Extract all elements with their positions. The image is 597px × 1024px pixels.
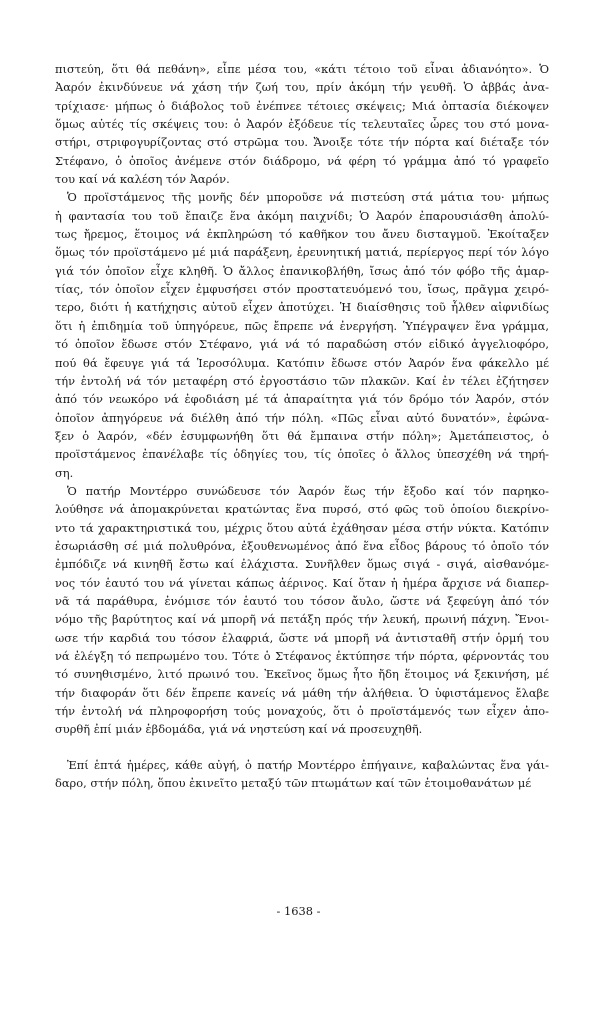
text-line: δαρο, στήν πόλη, ὅπου ἐκινεῖτο μεταξύ τῶν πτωμάτων καί τῶν ἑτοιμοθανάτων μέ bbox=[55, 776, 532, 791]
text-line: νος τόν ἑαυτό του νά γίνεται κάπως ἀέρινος. Καί ὅταν ἡ ἡμέρα ἄρχισε νά διαπερ- bbox=[55, 575, 549, 590]
paragraph bbox=[55, 482, 549, 739]
text-line: τίας, τόν ὁποῖον εἶχεν ἐμφυσήσει στόν προστατευόμενό του, ἴσως, πρᾶγμα χειρό- bbox=[55, 282, 549, 297]
text-line: τό συνηθισμένο, λιτό πρωινό του. Ἐκεῖνος ὅμως ἦτο ἤδη ἕτοιμος νά ξεκινήση, μέ bbox=[55, 667, 549, 682]
text-line: πιστεύη, ὅτι θά πεθάνη», εἶπε μέσα του, «κάτι τέτοιο τοῦ εἶναι ἀδιανόητο». Ὁ bbox=[55, 62, 549, 76]
text-line: ἡ φαντασία του τοῦ ἔπαιζε ἕνα ἀκόμη παιχνίδι; Ὁ Ἀαρόν ἐπαρουσιάσθη ἀπολύ- bbox=[55, 208, 549, 223]
page-number: - 1638 - bbox=[276, 904, 321, 918]
text-line: ὅμως τόν προϊστάμενο μέ μιά παράξενη, ἐρευνητική ματιά, περίεργος περί τόν λόγο bbox=[55, 245, 549, 260]
text-line: νόμο τῆς βαρύτητος καί νά μπορῆ νά πετάξη πρός τήν λευκή, πρωινή πάχνη. Ἔνοι- bbox=[55, 612, 549, 627]
text-line: ση. bbox=[55, 465, 74, 480]
text-line: Ἐπί ἑπτά ἡμέρες, κάθε αὐγή, ὁ πατήρ Μοντέρρο ἐπήγαινε, καβαλώντας ἕνα γάι- bbox=[67, 757, 549, 772]
text-block bbox=[55, 60, 549, 792]
text-line: τως ἤρεμος, ἕτοιμος νά ἐκπληρώση τό καθῆκον του ἄνευ δισταγμοῦ. Ἐκοίταξεν bbox=[55, 227, 549, 242]
text-line: τρίχιασε· μήπως ὁ διάβολος τοῦ ἐνέπνεε τέτοιες σκέψεις; Μιά ὀπτασία διέκοψεν bbox=[55, 98, 549, 113]
paragraph bbox=[55, 60, 549, 188]
text-line: ξεν ὁ Ἀαρόν, «δέν ἐσυμφωνήθη ὅτι θά ἔμπαινα στήν πόλη»; Ἀμετάπειστος, ὁ bbox=[55, 428, 549, 443]
text-line: πού θά ἔφευγε γιά τά Ἱεροσόλυμα. Κατόπιν ἔδωσε στόν Ἀαρόν ἕνα φάκελλο μέ bbox=[55, 355, 549, 370]
text-line: Ἀαρόν ἐκινδύνευε νά χάση τήν ζωή του, πρίν ἀκόμη τήν γευθῆ. Ὁ ἀββάς ἀνα- bbox=[55, 80, 549, 95]
text-line: ὅτι ἡ ἐπιδημία τοῦ ὑπηγόρευε, πῶς ἔπρεπε νά ἐνεργήση. Ὑπέγραψεν ἕνα γράμμα, bbox=[55, 318, 549, 333]
text-line: ἐσωριάσθη σέ μιά πολυθρόνα, ἐξουθενωμένος ἀπό ἕνα εἶδος βάρους τό ὁποῖο τόν bbox=[55, 538, 549, 553]
text-line: τό ὁποῖον ἔδωσε στόν Στέφανο, γιά νά τό παραδώση στόν εἰδικό ἀγγελιοφόρο, bbox=[55, 337, 549, 352]
text-line: Στέφανο, ὁ ὁποῖος ἀνέμενε στόν διάδρομο, νά φέρη τό γράμμα ἀπό τό γραφεῖο bbox=[55, 153, 549, 168]
text-line: τερο, διότι ἡ κατήχησις αὐτοῦ εἶχεν ἀποτύχει. Ἡ διαίσθησις τοῦ ἦλθεν αἰφνιδίως bbox=[55, 300, 549, 315]
text-line: τήν ἐντολή νά τόν μεταφέρη στό ἐργοστάσιο τῶν πλακῶν. Καί ἐν τέλει ἐζήτησεν bbox=[55, 373, 549, 388]
text-line: ἐμπόδιζε νά κινηθῆ ἔστω καί ἐλάχιστα. Συνῆλθεν ὅμως σιγά - σιγά, αἰσθανόμε- bbox=[55, 557, 549, 572]
text-line: ὅμως αὐτές τίς σκέψεις του: ὁ Ἀαρόν ἐξόδευε τίς τελευταῖες ὧρες του στό μονα- bbox=[55, 117, 549, 132]
text-line: ὁποῖον ἀπηγόρευε νά διέλθη ἀπό τήν πόλη. «Πῶς εἶναι αὐτό δυνατόν», ἐφώνα- bbox=[55, 410, 549, 425]
text-line: ωσε τήν καρδιά του τόσον ἐλαφριά, ὥστε νά μπορῆ νά ἀντισταθῆ στήν ὁρμή του bbox=[55, 630, 549, 645]
text-line: νά ἐλέγξη τό πεπρωμένο του. Τότε ὁ Στέφανος ἐκτύπησε τήν πόρτα, φέρνοντάς του bbox=[55, 649, 549, 663]
text-line: Ὁ πατήρ Μοντέρρο συνώδευσε τόν Ἀαρόν ἕως τήν ἔξοδο καί τόν παρηκο- bbox=[67, 483, 549, 498]
paragraph bbox=[55, 756, 549, 793]
text-line: τήν ἐντολή νά πληροφορήση τούς μοναχούς, ὅτι ὁ προϊστάμενός των εἶχεν ἀπο- bbox=[55, 704, 549, 719]
text-line: του καί νά καλέση τόν Ἀαρόν. bbox=[55, 172, 230, 187]
text-line: τήν διαφοράν ὅτι δέν ἔπρεπε κανείς νά μάθη τήν ἀλήθεια. Ὁ ὑφιστάμενος ἔλαβε bbox=[55, 685, 549, 700]
page-body bbox=[55, 60, 549, 792]
text-line: ἀπό τόν νεωκόρο νά ἐφοδιάση μέ τά ἀπαραίτητα γιά τόν δρόμο τόν Ἀαρόν, στόν bbox=[55, 392, 549, 407]
paragraph bbox=[55, 188, 549, 482]
text-line: προϊστάμενος ἐπανέλαβε τίς ὁδηγίες του, τίς ὁποῖες ὁ ἄλλος ὑπεσχέθη νά τηρή- bbox=[55, 447, 549, 462]
text-line: Ὁ προϊστάμενος τῆς μονῆς δέν μποροῦσε νά πιστεύση στά μάτια του· μήπως bbox=[67, 190, 549, 205]
text-line: γιά τόν ὁποῖον εἶχε κληθῆ. Ὁ ἄλλος ἐπανικοβλήθη, ἴσως ἀπό τόν φόβο τῆς ἁμαρ- bbox=[55, 263, 549, 278]
text-line: νᾶ τά παράθυρα, ἐνόμισε τόν ἑαυτό του τόσον ἄυλο, ὥστε νά ξεφεύγη ἀπό τόν bbox=[55, 593, 549, 608]
text-line: λούθησε νά ἀπομακρύνεται κρατώντας ἕνα πυρσό, στό φῶς τοῦ ὁποίου διεκρίνο- bbox=[55, 502, 549, 517]
text-line: συρθῆ ἐπί μιάν ἑβδομάδα, γιά νά νηστεύση καί νά προσευχηθῆ. bbox=[55, 722, 423, 737]
text-line: ντο τά χαρακτηριστικά του, μέχρις ὅτου αὐτά ἐχάθησαν μέσα στήν νύκτα. Κατόπιν bbox=[55, 520, 549, 535]
text-line: στήρι, στριφογυρίζοντας στό στρῶμα του. Ἄνοιξε τότε τήν πόρτα καί διέταξε τόν bbox=[55, 135, 549, 150]
